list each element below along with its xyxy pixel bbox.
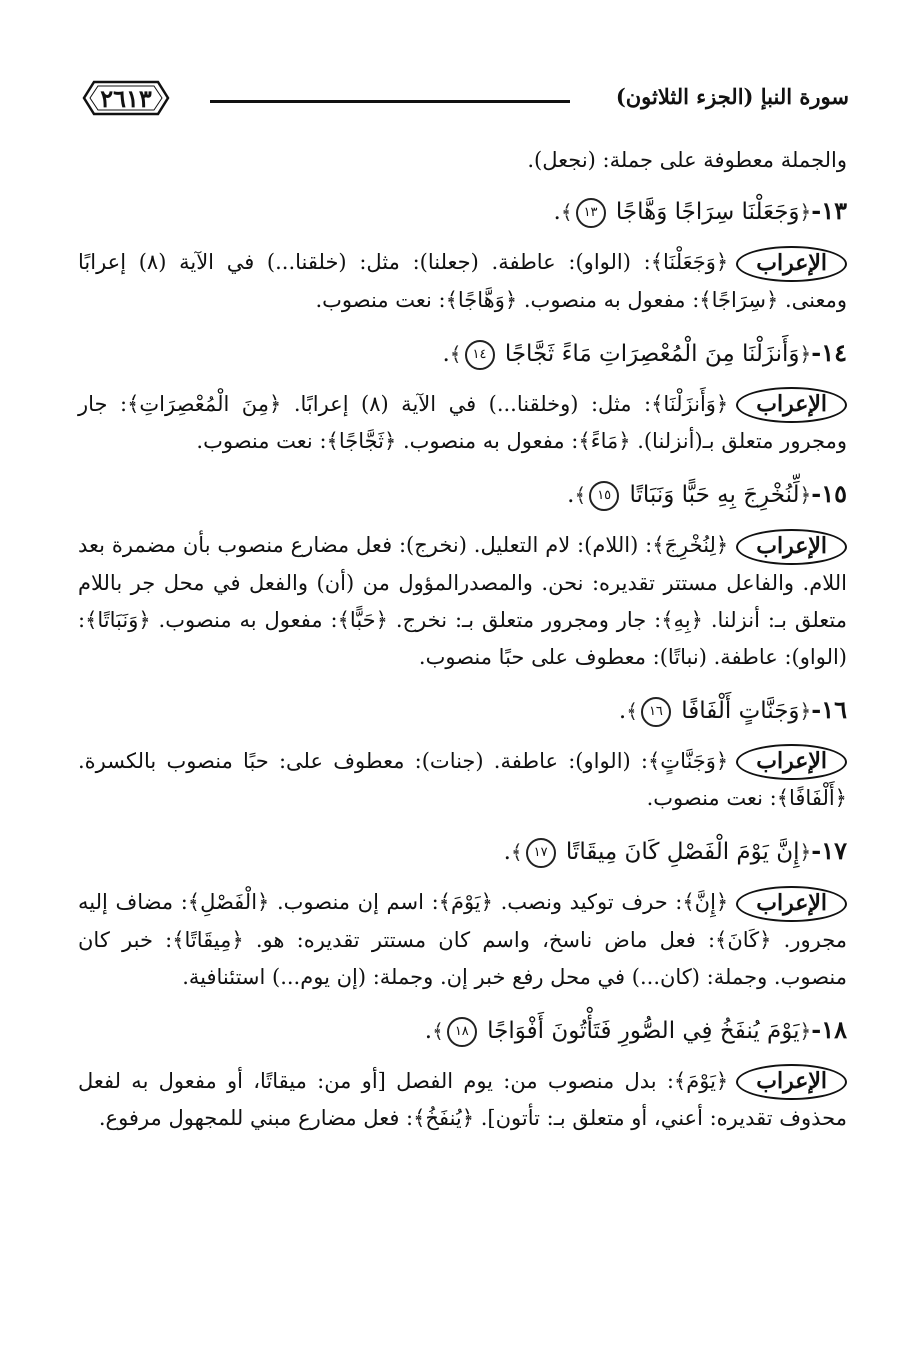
verse-number: ١٨-: [811, 1014, 847, 1044]
verse-text: لِّنُخْرِجَ بِهِ حَبًّا وَنَبَاتًا: [629, 482, 800, 508]
verse-number: ١٦-: [811, 694, 847, 724]
irab-text: ﴿وَجَنَّاتٍ﴾: (الواو): عاطفة. (جنات): معطوف على: حبًا منصوب بالكسرة. ﴿أَلْفَافًا﴾: نعت منصوب.: [78, 748, 847, 810]
irab-text: ﴿لِنُخْرِجَ﴾: (اللام): لام التعليل. (نخرج): فعل مضارع منصوب بأن مضمرة بعد اللام. والفاعل مستتر تقديره: نحن. والمصدرالمؤول من (أن) والفعل في محل جر باللام متعلق بـ: أنزلنا. ﴿بِهِ﴾: جار ومجرور متعلق بـ: نخرج. ﴿حَبًّا﴾: مفعول به منصوب. ﴿وَنَبَاتًا﴾: (الواو): عاطفة. (نباتًا): معطوف على حبًا منصوب.: [78, 533, 847, 669]
verse-15: ١٥-﴿لِّنُخْرِجَ بِهِ حَبًّا وَنَبَاتًا ١٥﴾.: [78, 474, 847, 515]
verse-number: ١٥-: [811, 479, 847, 508]
verse-text: يَوْمَ يُنفَخُ فِي الصُّورِ فَتَأْتُونَ أَفْوَاجًا: [487, 1017, 800, 1044]
irab-text: ﴿إِنَّ﴾: حرف توكيد ونصب. ﴿يَوْمَ﴾: اسم إن منصوب. ﴿الْفَصْلِ﴾: مضاف إليه مجرور. ﴿كَانَ﴾: فعل ماض ناسخ، واسم كان مستتر تقديره: هو. ﴿مِيقَاتًا﴾: خبر كان منصوب. وجملة: (كان...) في محل رفع خبر إن. وجملة: (إن يوم...) استئنافية.: [78, 890, 847, 989]
quran-bracket-close-icon: ﴾: [560, 200, 573, 224]
page-body: [78, 142, 847, 1151]
irab-label: الإعراب: [736, 387, 847, 423]
page-number-frame: [80, 78, 172, 118]
ayah-marker: ١٦: [641, 697, 671, 727]
ayah-marker: ١٥: [589, 481, 619, 511]
quran-bracket-open-icon: ﴿: [799, 840, 812, 864]
verse-14: ١٤-﴿وَأَنزَلْنَا مِنَ الْمُعْصِرَاتِ مَاءً ثَجَّاجًا ١٤﴾.: [78, 333, 847, 374]
irab-text: ﴿وَأَنزَلْنَا﴾: مثل: (وخلقنا...) في الآية (٨) إعرابًا. ﴿مِنَ الْمُعْصِرَاتِ﴾: جار ومجرور متعلق بـ(أنزلنا). ﴿مَاءً﴾: مفعول به منصوب. ﴿ثَجَّاجًا﴾: نعت منصوب.: [78, 391, 847, 453]
quran-bracket-close-icon: ﴾: [510, 840, 523, 864]
verse-17: ١٧-﴿إِنَّ يَوْمَ الْفَصْلِ كَانَ مِيقَاتًا ١٧﴾.: [78, 831, 847, 872]
verse-number: ١٧-: [811, 836, 847, 865]
irab-text: ﴿وَجَعَلْنَا﴾: (الواو): عاطفة. (جعلنا): مثل: (خلقنا...) في الآية (٨) إعرابًا ومعنى. ﴿سِرَاجًا﴾: مفعول به منصوب. ﴿وَهَّاجًا﴾: نعت منصوب.: [78, 250, 847, 312]
irab-label: الإعراب: [736, 886, 847, 922]
quran-bracket-close-icon: ﴾: [574, 483, 587, 507]
quran-bracket-close-icon: ﴾: [626, 698, 638, 723]
quran-bracket-open-icon: ﴿: [799, 341, 812, 366]
verse-number: ١٤-: [811, 337, 847, 367]
ayah-marker: ١٣: [576, 198, 606, 228]
verse-16: ١٦-﴿وَجَنَّاتٍ أَلْفَافًا ١٦﴾.: [78, 690, 847, 731]
page-number: ٢٦١٣: [100, 84, 152, 113]
irab-label: الإعراب: [736, 744, 847, 780]
quran-bracket-open-icon: ﴿: [799, 483, 812, 507]
verse-text: وَجَعَلْنَا سِرَاجًا وَهَّاجًا: [615, 199, 800, 225]
irab-label: الإعراب: [736, 529, 847, 565]
irab-paragraph: [78, 743, 847, 818]
intro-line: والجملة معطوفة على جملة: (نجعل).: [527, 148, 847, 172]
verse-text: إِنَّ يَوْمَ الْفَصْلِ كَانَ مِيقَاتًا: [565, 839, 800, 865]
irab-paragraph: [78, 386, 847, 461]
verse-text: وَأَنزَلْنَا مِنَ الْمُعْصِرَاتِ مَاءً ثَجَّاجًا: [504, 340, 800, 367]
header-rule: [210, 100, 570, 103]
verse-text: وَجَنَّاتٍ أَلْفَافًا: [681, 697, 800, 724]
ayah-marker: ١٨: [447, 1017, 477, 1047]
verse-18: ١٨-﴿يَوْمَ يُنفَخُ فِي الصُّورِ فَتَأْتُونَ أَفْوَاجًا ١٨﴾.: [78, 1010, 847, 1051]
quran-bracket-open-icon: ﴿: [799, 200, 812, 224]
irab-text: ﴿يَوْمَ﴾: بدل منصوب من: يوم الفصل [أو من: ميقاتًا، أو مفعول به لفعل محذوف تقديره: أعني، أو متعلق بـ: تأتون]. ﴿يُنفَخُ﴾: فعل مضارع مبني للمجهول مرفوع.: [78, 1068, 847, 1130]
verse-number: ١٣-: [811, 196, 847, 225]
irab-label: الإعراب: [736, 1064, 847, 1100]
quran-bracket-close-icon: ﴾: [432, 1018, 444, 1043]
irab-label: الإعراب: [736, 246, 847, 282]
irab-paragraph: [78, 884, 847, 996]
ayah-marker: ١٤: [465, 340, 495, 370]
quran-bracket-open-icon: ﴿: [799, 698, 812, 723]
irab-paragraph: [78, 1063, 847, 1138]
ayah-marker: ١٧: [526, 838, 556, 868]
running-title: سورة النبإ (الجزء الثلاثون): [615, 84, 849, 109]
verse-13: ١٣-﴿وَجَعَلْنَا سِرَاجًا وَهَّاجًا ١٣﴾.: [78, 191, 847, 232]
irab-paragraph: [78, 244, 847, 319]
irab-paragraph: [78, 527, 847, 676]
quran-bracket-close-icon: ﴾: [449, 341, 462, 366]
page-header: [80, 78, 849, 128]
quran-bracket-open-icon: ﴿: [799, 1018, 812, 1043]
